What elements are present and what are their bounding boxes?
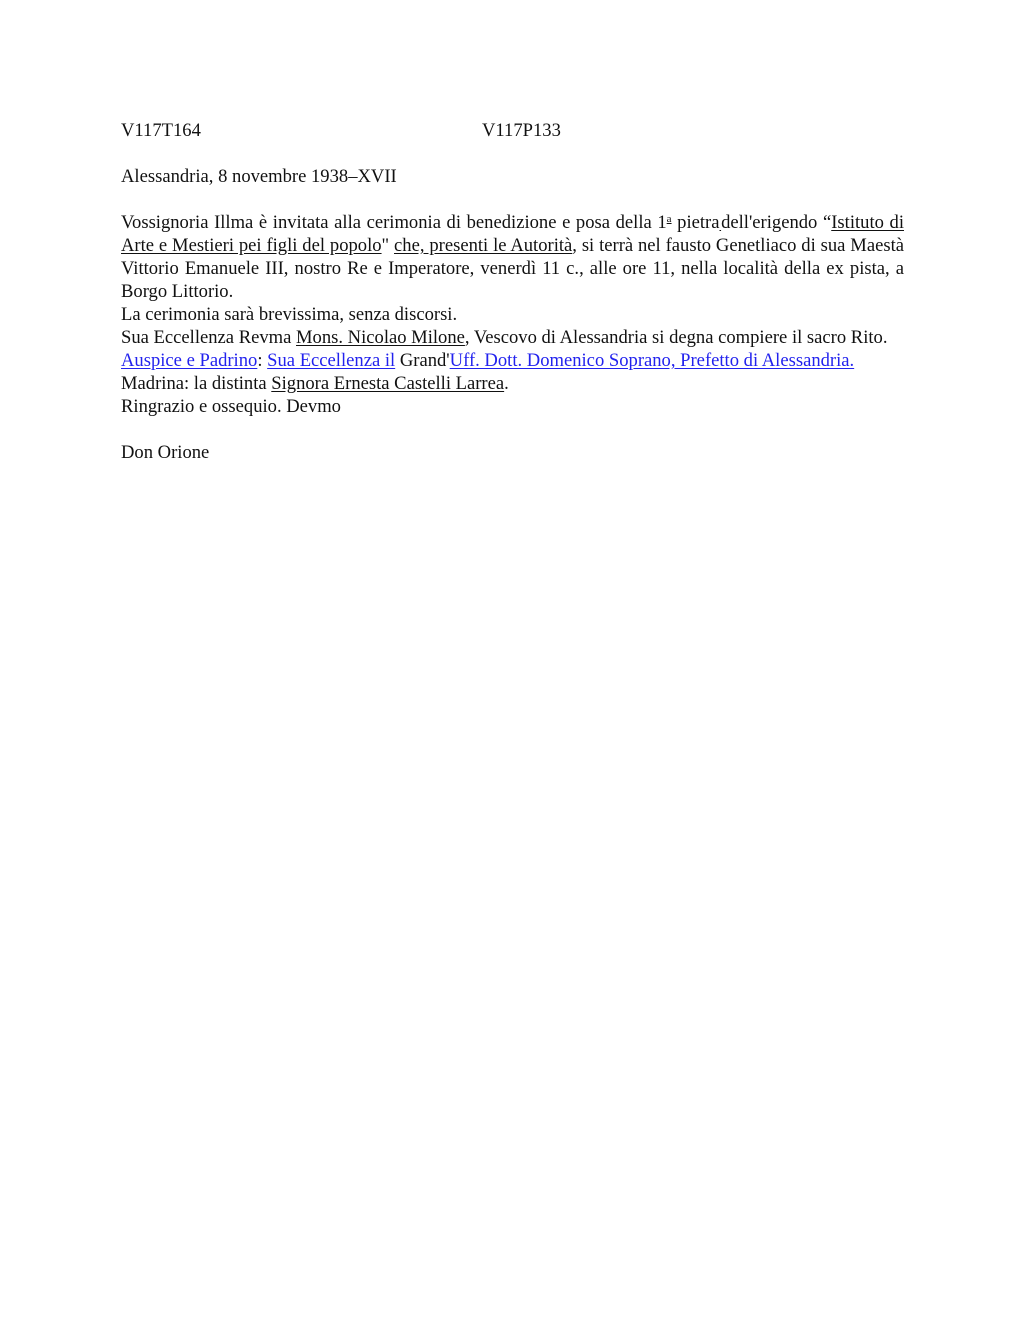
ordinal-marker: a (666, 213, 672, 225)
invitation-text-a: Vossignoria Illma è invitata alla cerimonia di benedizione e posa della 1 (121, 212, 667, 233)
authorities-phrase: che, presenti le Autorità (394, 235, 573, 256)
madrina-line (121, 372, 904, 395)
auspice-colon: : (257, 350, 268, 371)
invitation-text-b: pietra (671, 212, 720, 233)
bishop-name: Mons. Nicolao Milone (296, 327, 465, 348)
bishop-text-b: , Vescovo di Alessandria si degna compiere il sacro Rito. (464, 327, 888, 348)
auspice-link[interactable]: Auspice e Padrino (121, 350, 258, 371)
prefect-link[interactable]: Uff. Dott. Domenico Soprano, Prefetto di Alessandria. (449, 350, 855, 371)
institute-name: Istituto di Arte e Mestieri pei figli del popolo (121, 212, 904, 256)
ceremony-note: La cerimonia sarà brevissima, senza discorsi. (121, 304, 458, 325)
grand-text: Grand' (395, 350, 450, 371)
closing-line: Ringrazio e ossequio. Devmo (121, 396, 341, 417)
date-line: Alessandria, 8 novembre 1938–XVII (121, 166, 397, 187)
madrina-text-b: . (504, 373, 509, 394)
invitation-text-d: , si terrà nel fausto Genetliaco di sua Maestà Vittorio Emanuele III, nostro Re e Imperatore, venerdì 11 c., alle ore 11, nella località della ex pista, a Borgo Littorio. (121, 235, 904, 302)
signature: Don Orione (121, 442, 210, 463)
invitation-paragraph (121, 211, 904, 303)
quote-close: " (381, 235, 395, 256)
bishop-text-a: Sua Eccellenza Revma (121, 327, 297, 348)
invitation-text-c: dell'erigendo (721, 212, 818, 233)
document-page (121, 119, 904, 464)
excellency-link[interactable]: Sua Eccellenza il (267, 350, 396, 371)
reference-codes (121, 119, 904, 142)
madrina-text-a: Madrina: la distinta (121, 373, 272, 394)
auspice-line (121, 349, 904, 372)
ref-volume-text: V117T164 (121, 120, 201, 141)
bishop-paragraph (121, 326, 904, 349)
ref-volume-page: V117P133 (482, 120, 561, 141)
madrina-name: Signora Ernesta Castelli Larrea (271, 373, 505, 394)
quote-open: “ (822, 212, 832, 233)
